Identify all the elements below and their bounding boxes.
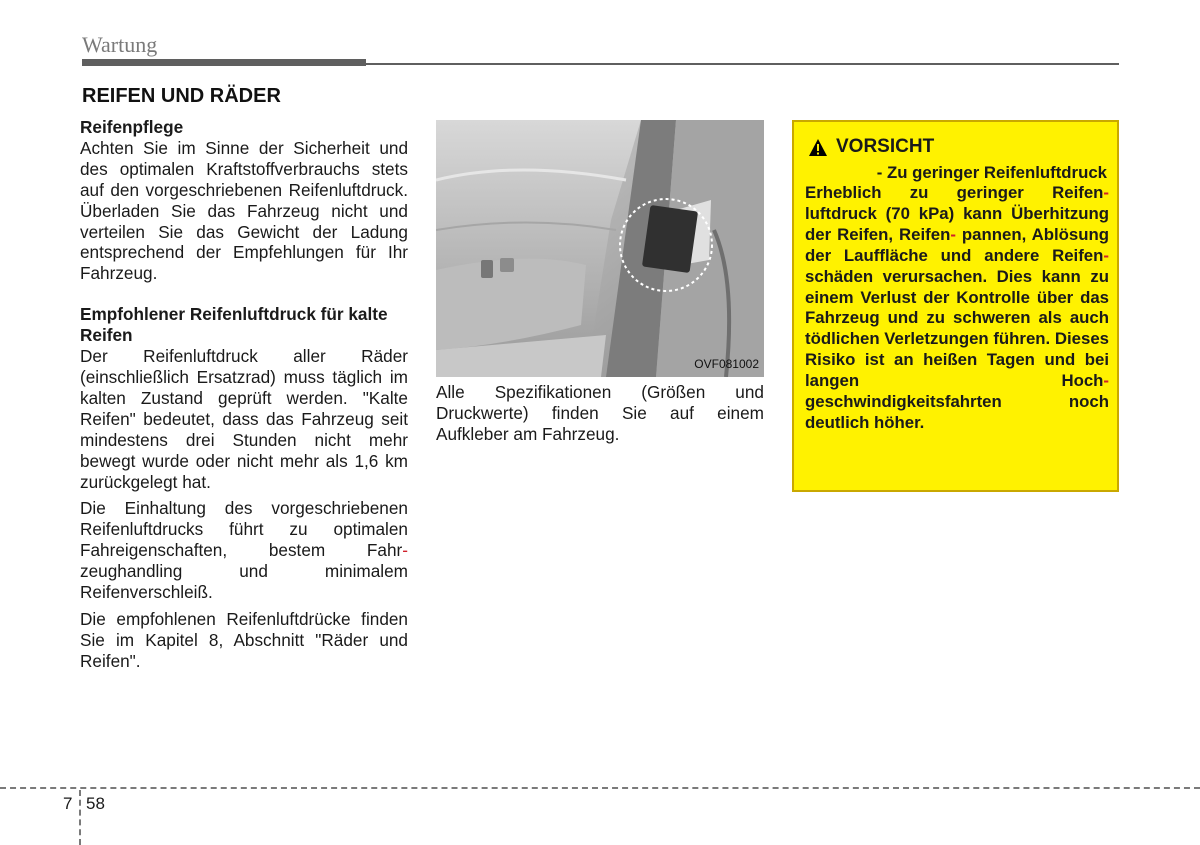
paragraph-compliance: Die Einhaltung des vorgeschriebenen Reifenluftdrucks führt zu optimalen Fahreigenschaften, bestem Fahr- zeughandling und minimalem Reifenverschleiß. [80, 498, 408, 603]
footer-divider [79, 790, 81, 845]
subheading-cold-pressure: Empfohlener Reifenluftdruck für kalte Reifen [80, 304, 388, 346]
subheading-tire-care: Reifenpflege [80, 117, 184, 137]
caution-subtitle: - Zu geringer Reifenluftdruck [876, 163, 1107, 182]
text-column-left [80, 117, 408, 672]
paragraph-cold-pressure: Der Reifenluftdruck aller Räder (einschließlich Ersatzrad) muss täglich im kalten Zustand geprüft werden. "Kalte Reifen" bedeutet, dass das Fahrzeug seit mindestens drei Stunden nicht mehr bewegt wurde oder nicht mehr als 1,6 km zurückgelegt hat. [80, 346, 408, 492]
caution-box [792, 120, 1119, 492]
section-title: REIFEN UND RÄDER [82, 85, 281, 107]
paragraph-tire-care: Achten Sie im Sinne der Sicherheit und des optimalen Kraftstoffverbrauchs stets auf den vorgeschriebenen Reifenluftdruck. Überladen Sie das Fahrzeug nicht und verteilen Sie das Gewicht der Ladung entsprechend der Empfehlungen für Ihr Fahrzeug. [80, 137, 408, 284]
figure-caption: Alle Spezifikationen (Größen und Druckwerte) finden Sie auf einem Aufkleber am Fahrzeug. [436, 382, 764, 444]
paragraph-reference: Die empfohlenen Reifenluftdrücke finden Sie im Kapitel 8, Abschnitt "Räder und Reifen". [80, 608, 408, 671]
header-rule [366, 63, 1119, 65]
caution-title: VORSICHT [836, 136, 935, 157]
caution-header [808, 136, 934, 158]
footer-rule [0, 787, 1200, 789]
warning-triangle-icon [808, 138, 828, 157]
caution-text: Erheblich zu geringer Reifen- luftdruck (70 kPa) kann Überhitzung der Reifen, Reifen- pannen, Ablösung der Lauffläche und andere Reifen- schäden verursachen. Dies kann zu einem Verlust der Kontrolle über das Fahrzeug und zu schweren als auch tödlichen Verletzungen führen. Dieses Risiko ist an heißen Tagen und bei langen Hoch- geschwindigkeitsfahrten noch deutlich höher. [805, 183, 1109, 432]
header-bar [82, 59, 366, 66]
chapter-number: 7 [63, 794, 73, 813]
page-number: 58 [86, 794, 105, 813]
running-header: Wartung [82, 32, 158, 57]
door-pillar-photo [436, 120, 764, 377]
door-pillar-illustration [436, 120, 764, 377]
figure-code: OVF081002 [694, 357, 759, 371]
